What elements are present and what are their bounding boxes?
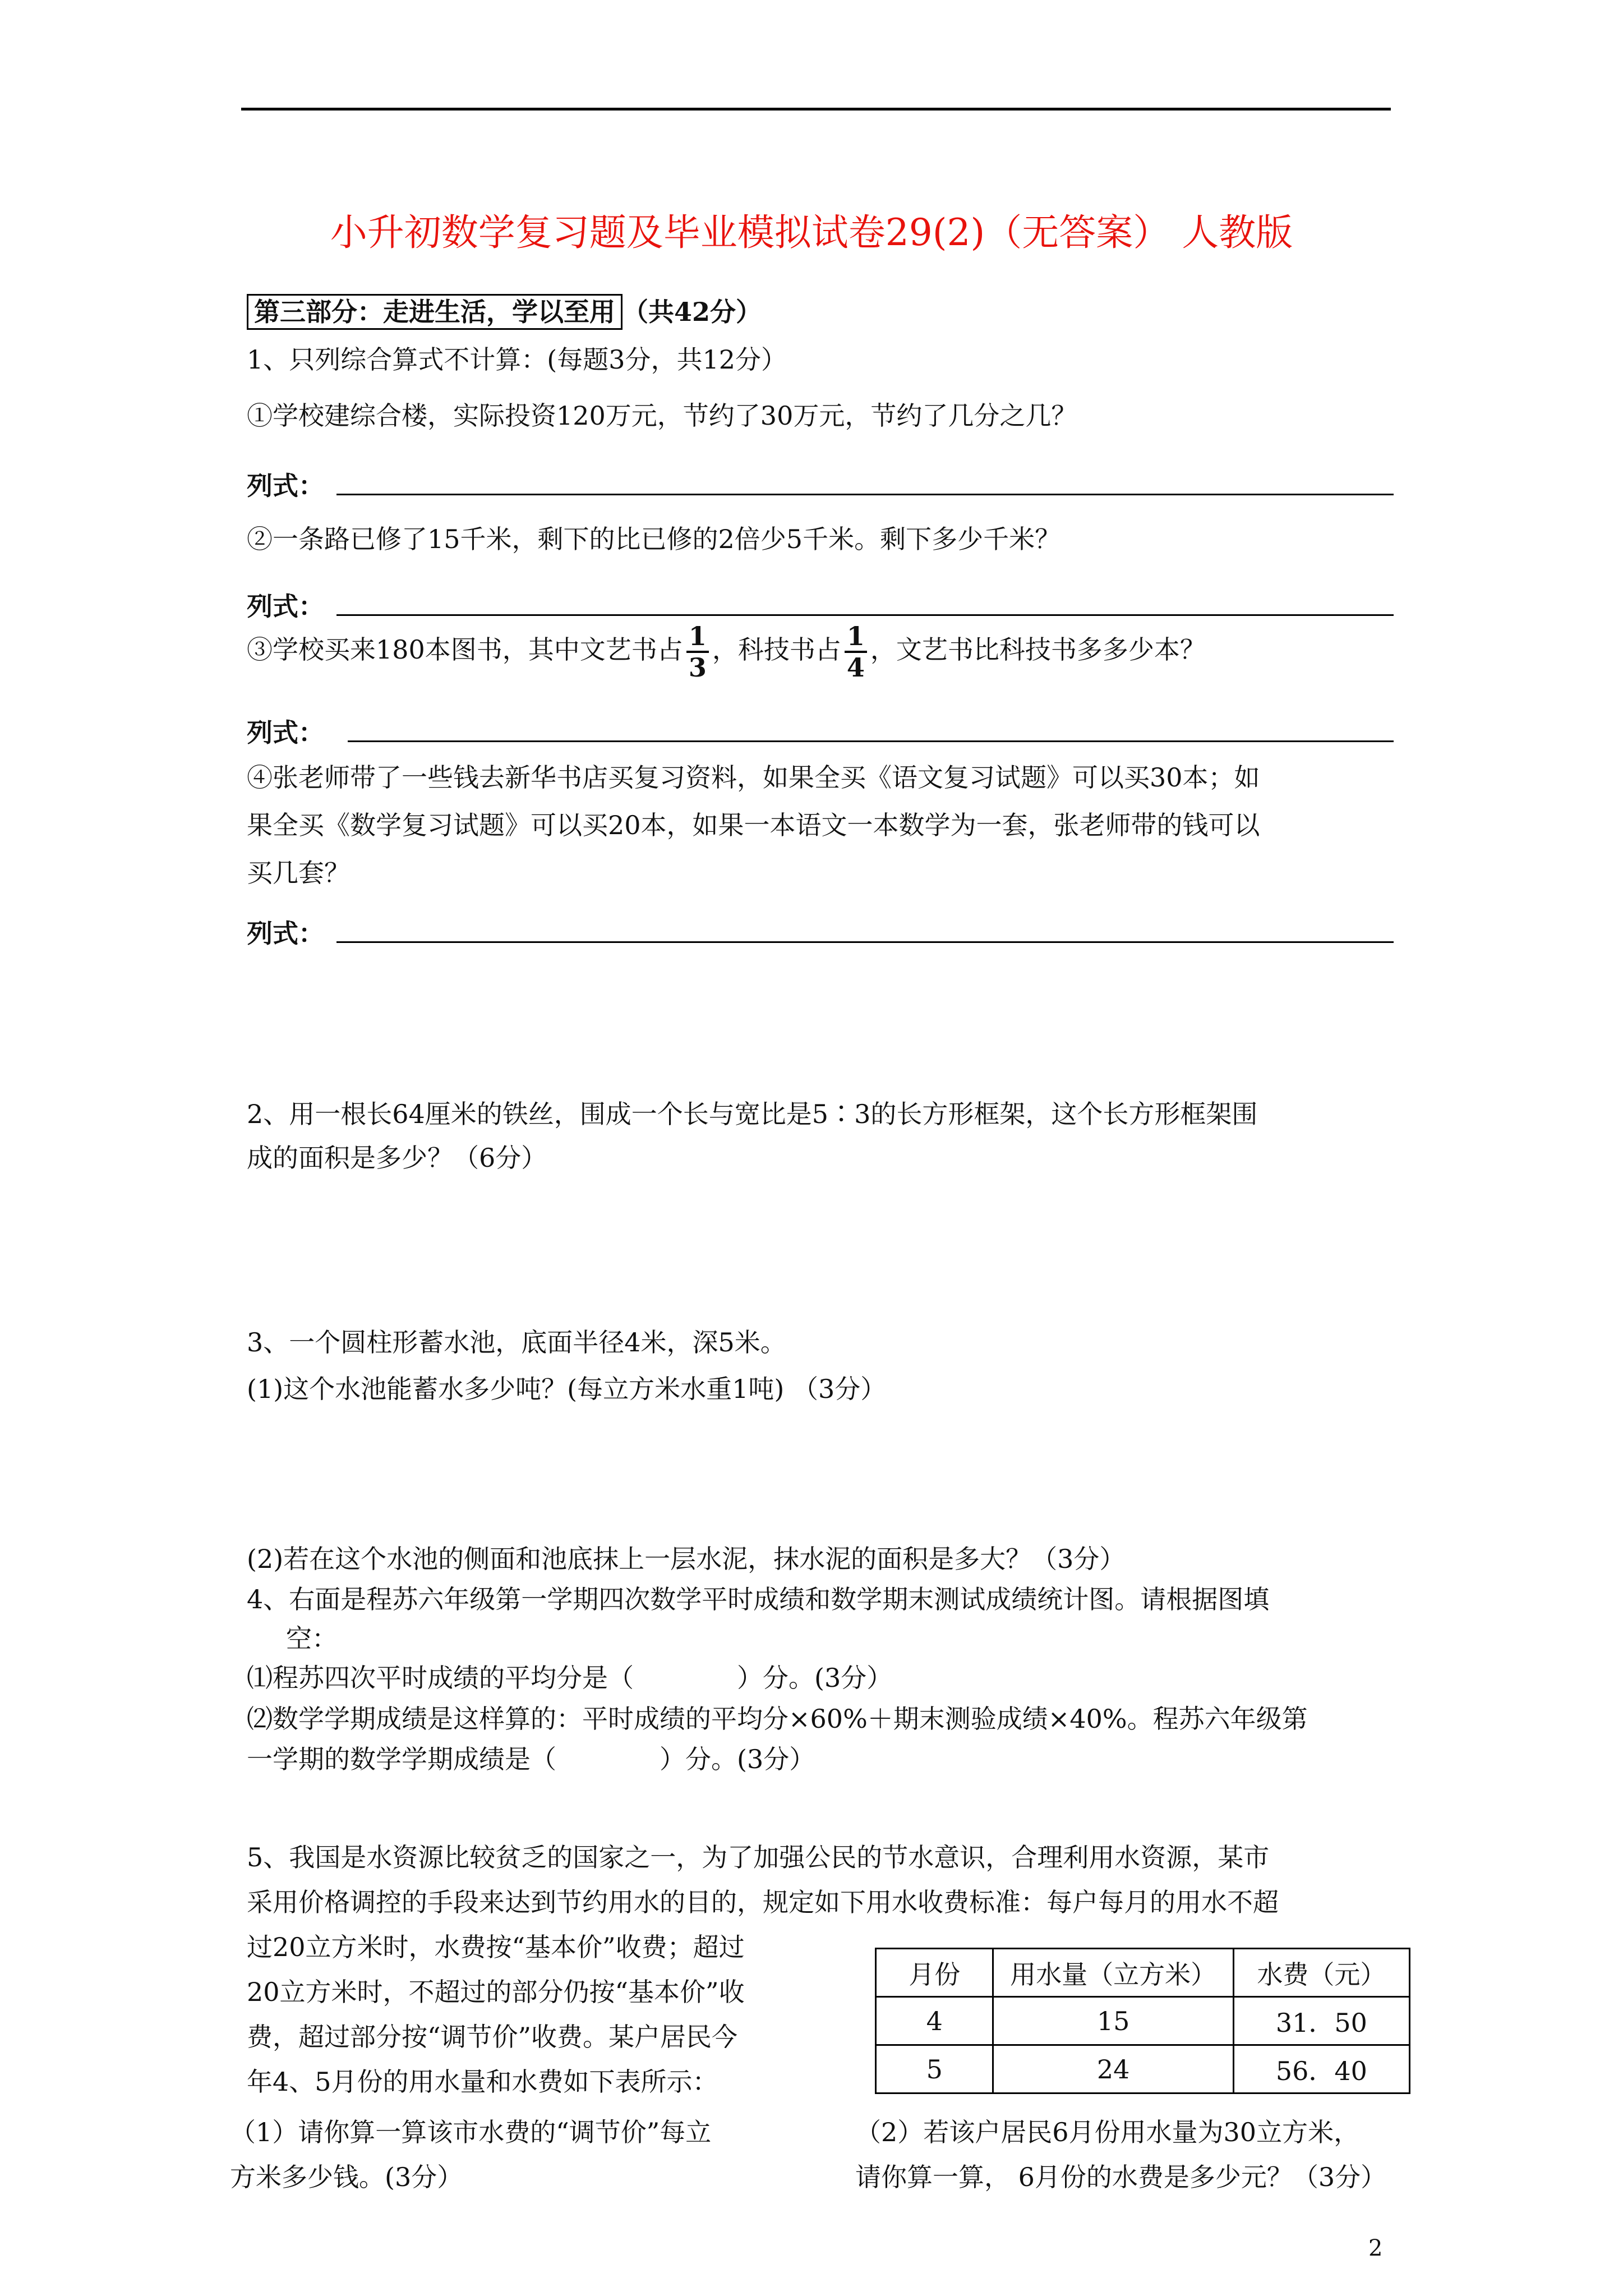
q1-heading: 1、只列综合算式不计算：(每题3分，共12分） <box>247 344 787 375</box>
q5-sub-1-line-2: 方米多少钱。(3分） <box>230 2162 463 2192</box>
q4-line-2: 空： <box>286 1623 338 1654</box>
q4-sub-2-line-2: 一学期的数学学期成绩是（ ）分。(3分） <box>247 1744 815 1774</box>
q3-heading: 3、一个圆柱形蓄水池，底面半径4米，深5米。 <box>247 1327 786 1358</box>
table-cell: 56．40 <box>1233 2045 1409 2093</box>
q5-line-1: 5、我国是水资源比较贫乏的国家之一，为了加强公民的节水意识，合理利用水资源，某市 <box>247 1842 1270 1872</box>
q4-line-1: 4、右面是程苏六年级第一学期四次数学平时成绩和数学期末测试成绩统计图。请根据图填 <box>247 1584 1270 1614</box>
q1-item-2: ②一条路已修了15千米，剩下的比已修的2倍少5千米。剩下多少千米？ <box>247 524 1061 554</box>
fraction-one-quarter <box>845 622 867 682</box>
table-header-cell: 用水量（立方米） <box>993 1949 1233 1997</box>
q1-answer-label-4: 列式： <box>247 918 324 949</box>
q3-sub-2: (2)若在这个水池的侧面和池底抹上一层水泥，抹水泥的面积是多大？（3分） <box>247 1544 1126 1574</box>
q5-line-2: 采用价格调控的手段来达到节约用水的目的，规定如下用水收费标准：每户每月的用水不超 <box>247 1887 1279 1917</box>
table-cell: 24 <box>993 2045 1233 2093</box>
q5-left-line-1: 过20立方米时，水费按“基本价”收费；超过 <box>247 1932 745 1962</box>
q2-line-2: 成的面积是多少？（6分） <box>247 1143 547 1173</box>
q3-sub-1: (1)这个水池能蓄水多少吨？(每立方米水重1吨) （3分） <box>247 1374 887 1404</box>
table-row <box>876 1997 1410 2045</box>
q1-item-4-line-3: 买几套？ <box>247 858 350 888</box>
table-cell: 4 <box>876 1997 993 2045</box>
q1-item-3-part2: ，科技书占 <box>712 634 841 665</box>
table-row <box>876 2045 1410 2093</box>
q1-item-4-line-2: 果全买《数学复习试题》可以买20本，如果一本语文一本数学为一套，张老师带的钱可以 <box>247 810 1260 840</box>
fraction-numerator: 1 <box>686 622 709 653</box>
fraction-denominator: 4 <box>846 652 865 683</box>
table-header-row <box>876 1949 1410 1997</box>
q4-sub-1: ⑴程苏四次平时成绩的平均分是（ ）分。(3分） <box>247 1663 893 1693</box>
q1-item-4-line-1: ④张老师带了一些钱去新华书店买复习资料，如果全买《语文复习试题》可以买30本；如 <box>247 762 1260 793</box>
table-header-cell: 水费（元） <box>1233 1949 1409 1997</box>
q1-item-1: ①学校建综合楼，实际投资120万元，节约了30万元，节约了几分之几？ <box>247 401 1077 431</box>
q2-line-1: 2、用一根长64厘米的铁丝，围成一个长与宽比是5∶3的长方形框架，这个长方形框架围 <box>247 1099 1258 1129</box>
q5-left-line-3: 费，超过部分按“调节价”收费。某户居民今 <box>247 2022 738 2052</box>
q1-answer-label-1: 列式： <box>247 471 324 501</box>
answer-line-2[interactable] <box>336 614 1394 616</box>
document-title: 小升初数学复习题及毕业模拟试卷29(2)（无答案） 人教版 <box>330 211 1293 254</box>
q1-item-3-part3: ，文艺书比科技书多多少本？ <box>870 634 1206 665</box>
fraction-numerator: 1 <box>845 622 867 653</box>
header-rule <box>241 108 1391 111</box>
section-label: 第三部分：走进生活，学以至用 <box>247 294 623 330</box>
q1-answer-label-3: 列式： <box>247 717 324 748</box>
q1-answer-label-2: 列式： <box>247 591 324 622</box>
section-points: （共42分） <box>623 297 762 327</box>
page-number: 2 <box>1368 2235 1383 2261</box>
answer-line-4[interactable] <box>336 941 1394 943</box>
section-header <box>247 295 762 329</box>
table-cell: 15 <box>993 1997 1233 2045</box>
q5-sub-2-line-2: 请你算一算， 6月份的水费是多少元？（3分） <box>855 2162 1387 2192</box>
answer-line-3[interactable] <box>348 740 1394 742</box>
q5-sub-2-line-1: （2）若该户居民6月份用水量为30立方米， <box>855 2117 1360 2147</box>
fraction-denominator: 3 <box>688 652 707 683</box>
table-header-cell: 月份 <box>876 1949 993 1997</box>
fraction-one-third <box>686 622 709 682</box>
q5-left-line-2: 20立方米时，不超过的部分仍按“基本价”收 <box>247 1977 745 2007</box>
q1-item-3 <box>247 622 1206 682</box>
q4-sub-2-line-1: ⑵数学学期成绩是这样算的：平时成绩的平均分×60%＋期末测验成绩×40%。程苏六年级第 <box>247 1704 1308 1734</box>
table-cell: 5 <box>876 2045 993 2093</box>
q1-item-3-part1: ③学校买来180本图书，其中文艺书占 <box>247 634 683 665</box>
q5-sub-1-line-1: （1）请你算一算该市水费的“调节价”每立 <box>230 2117 712 2147</box>
table-cell: 31．50 <box>1233 1997 1409 2045</box>
water-fee-table <box>875 1948 1410 2094</box>
q5-left-line-4: 年4、5月份的用水量和水费如下表所示： <box>247 2067 718 2097</box>
answer-line-1[interactable] <box>336 494 1394 495</box>
